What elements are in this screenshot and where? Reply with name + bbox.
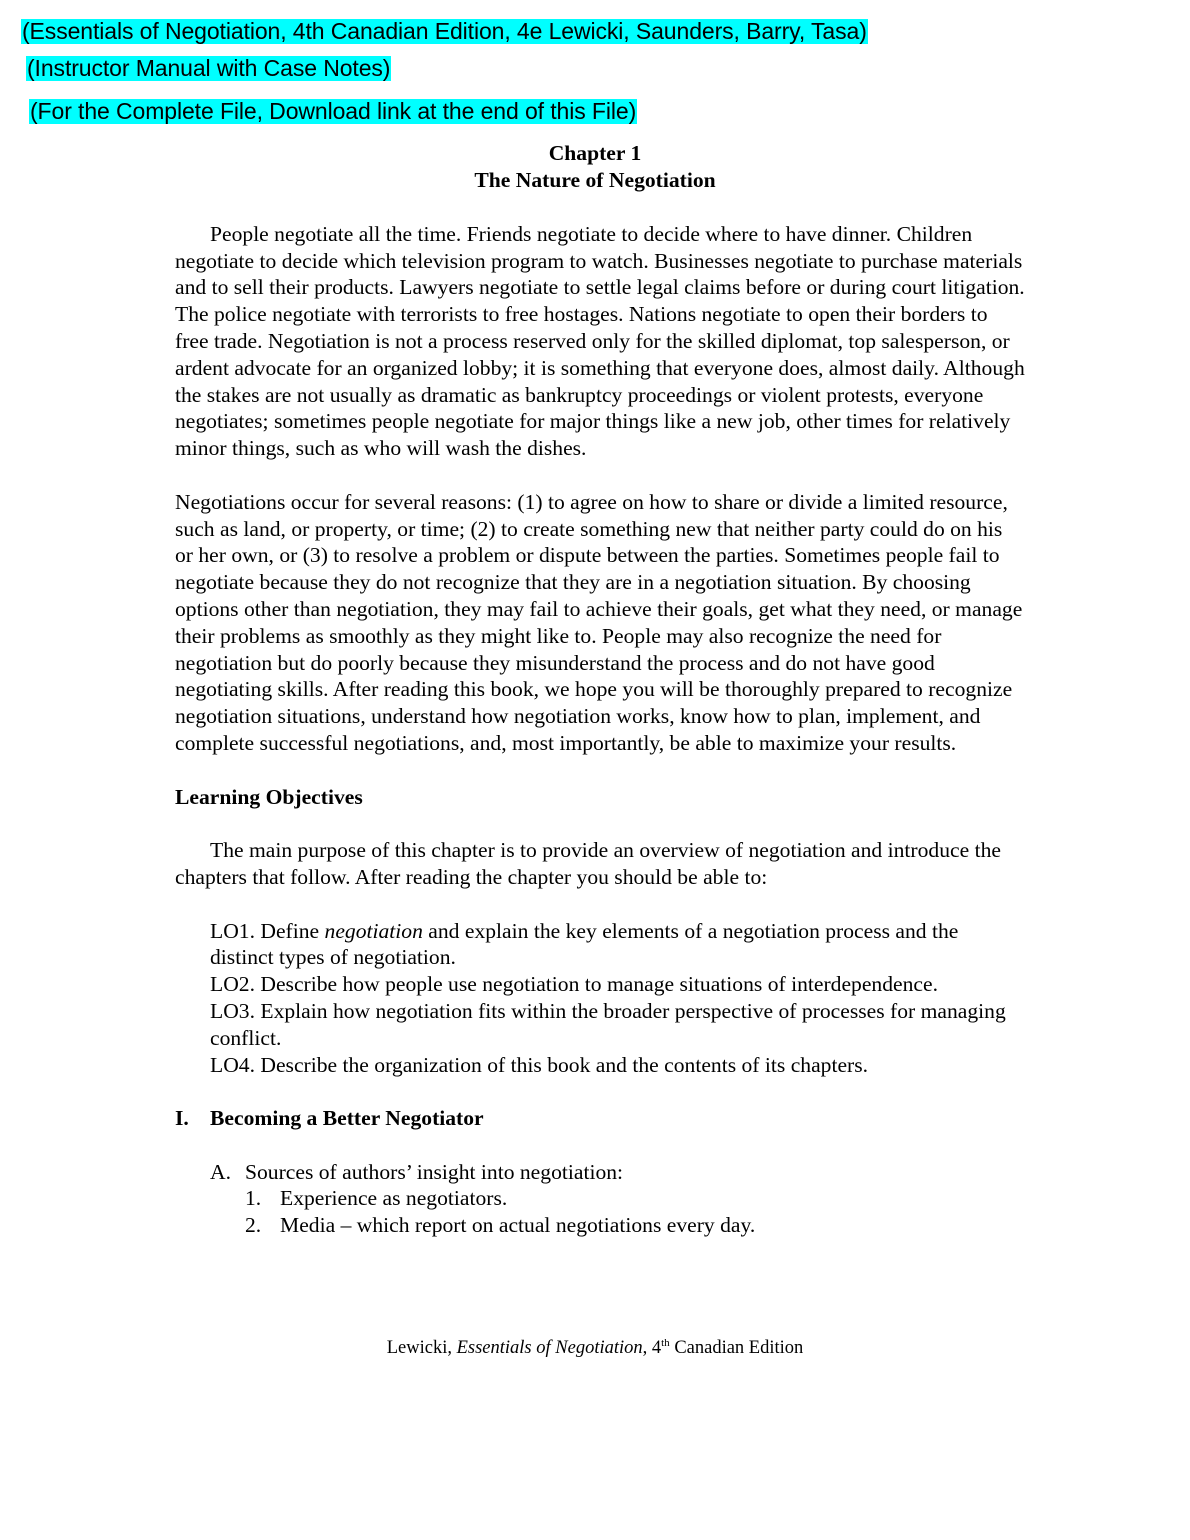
learning-objectives-intro: The main purpose of this chapter is to provide an overview of negotiation and introduce the chapters that follow. After reading the chapter you should be able to: xyxy=(175,838,1001,889)
learning-objectives-heading: Learning Objectives xyxy=(175,784,363,809)
banner-download-note-highlight: (For the Complete File, Download link at the end of this File) xyxy=(30,98,637,124)
learning-objective-item: LO3. Explain how negotiation fits within the broader perspective of processes for managing conflict. xyxy=(210,998,1006,1050)
intro-paragraph-2: Negotiations occur for several reasons: (1) to agree on how to share or divide a limited resource, such as land, or property, or time; (2) to create something new that neither party could do on his or her own, or (3) to resolve a problem or dispute between the parties. Sometimes people fail to negotiate because they do not recognize that they are in a negotiation situation. By choosing options other than negotiation, they may fail to achieve their goals, get what they need, or manage their problems as smoothly as they might like to. People may also recognize the need for negotiation but do poorly because they misunderstand the process and do not have good negotiating skills. After reading this book, we hope you will be thoroughly prepared to recognize negotiation situations, understand how negotiation works, know how to plan, implement, and complete successful negotiations, and, most importantly, be able to maximize your results. xyxy=(175,489,1023,755)
outline-subsection-letter: A. xyxy=(210,1159,231,1184)
outline-section-number: I. xyxy=(175,1106,189,1131)
outline-point-text: Media – which report on actual negotiations every day. xyxy=(280,1213,756,1238)
outline-subsection-text: Sources of authors’ insight into negotiation: xyxy=(245,1159,624,1184)
outline-subsection xyxy=(175,1159,1025,1186)
learning-objective-item: LO4. Describe the organization of this book and the contents of its chapters. xyxy=(210,1052,869,1077)
outline-point-number: 1. xyxy=(245,1186,262,1211)
chapter-title: The Nature of Negotiation xyxy=(474,168,716,192)
chapter-number: Chapter 1 xyxy=(548,141,642,165)
learning-objective-item: LO1. Define negotiation and explain the key elements of a negotiation process and the distinct types of negotiation. xyxy=(210,918,959,970)
banner-manual-highlight: (Instructor Manual with Case Notes) xyxy=(27,55,391,81)
intro-paragraph-1: People negotiate all the time. Friends negotiate to decide where to have dinner. Children negotiate to decide which television program to watch. Businesses negotiate to purchase materials and to sell their products. Lawyers negotiate to settle legal claims before or during court litigation. The police negotiate with terrorists to free hostages. Nations negotiate to open their borders to free trade. Negotiation is not a process reserved only for the skilled diplomat, top salesperson, or ardent advocate for an organized lobby; it is something that everyone does, almost daily. Although the stakes are not usually as dramatic as bankruptcy proceedings or violent protests, everyone negotiates; sometimes people negotiate for major things like a new job, other times for relatively minor things, such as who will wash the dishes. xyxy=(175,221,1025,461)
page-footer: Lewicki, Essentials of Negotiation, 4th Canadian Edition xyxy=(386,1337,804,1358)
outline-point-text: Experience as negotiators. xyxy=(280,1186,508,1211)
outline-point xyxy=(175,1212,1025,1239)
banner-title-highlight: (Essentials of Negotiation, 4th Canadian Edition, 4e Lewicki, Saunders, Barry, Tasa) xyxy=(22,18,867,44)
learning-objective-item: LO2. Describe how people use negotiation to manage situations of interdependence. xyxy=(210,972,938,997)
chapter-heading xyxy=(175,140,1015,194)
footer-book-title: Essentials of Negotiation xyxy=(456,1338,643,1358)
outline-point xyxy=(175,1185,1025,1212)
outline-section-title: Becoming a Better Negotiator xyxy=(210,1106,484,1131)
learning-objectives-list xyxy=(175,918,1025,1079)
outline-point-number: 2. xyxy=(245,1213,262,1238)
emphasis-term: negotiation xyxy=(324,918,423,943)
document-page xyxy=(175,140,1025,1239)
outline-section-heading xyxy=(175,1105,1025,1132)
